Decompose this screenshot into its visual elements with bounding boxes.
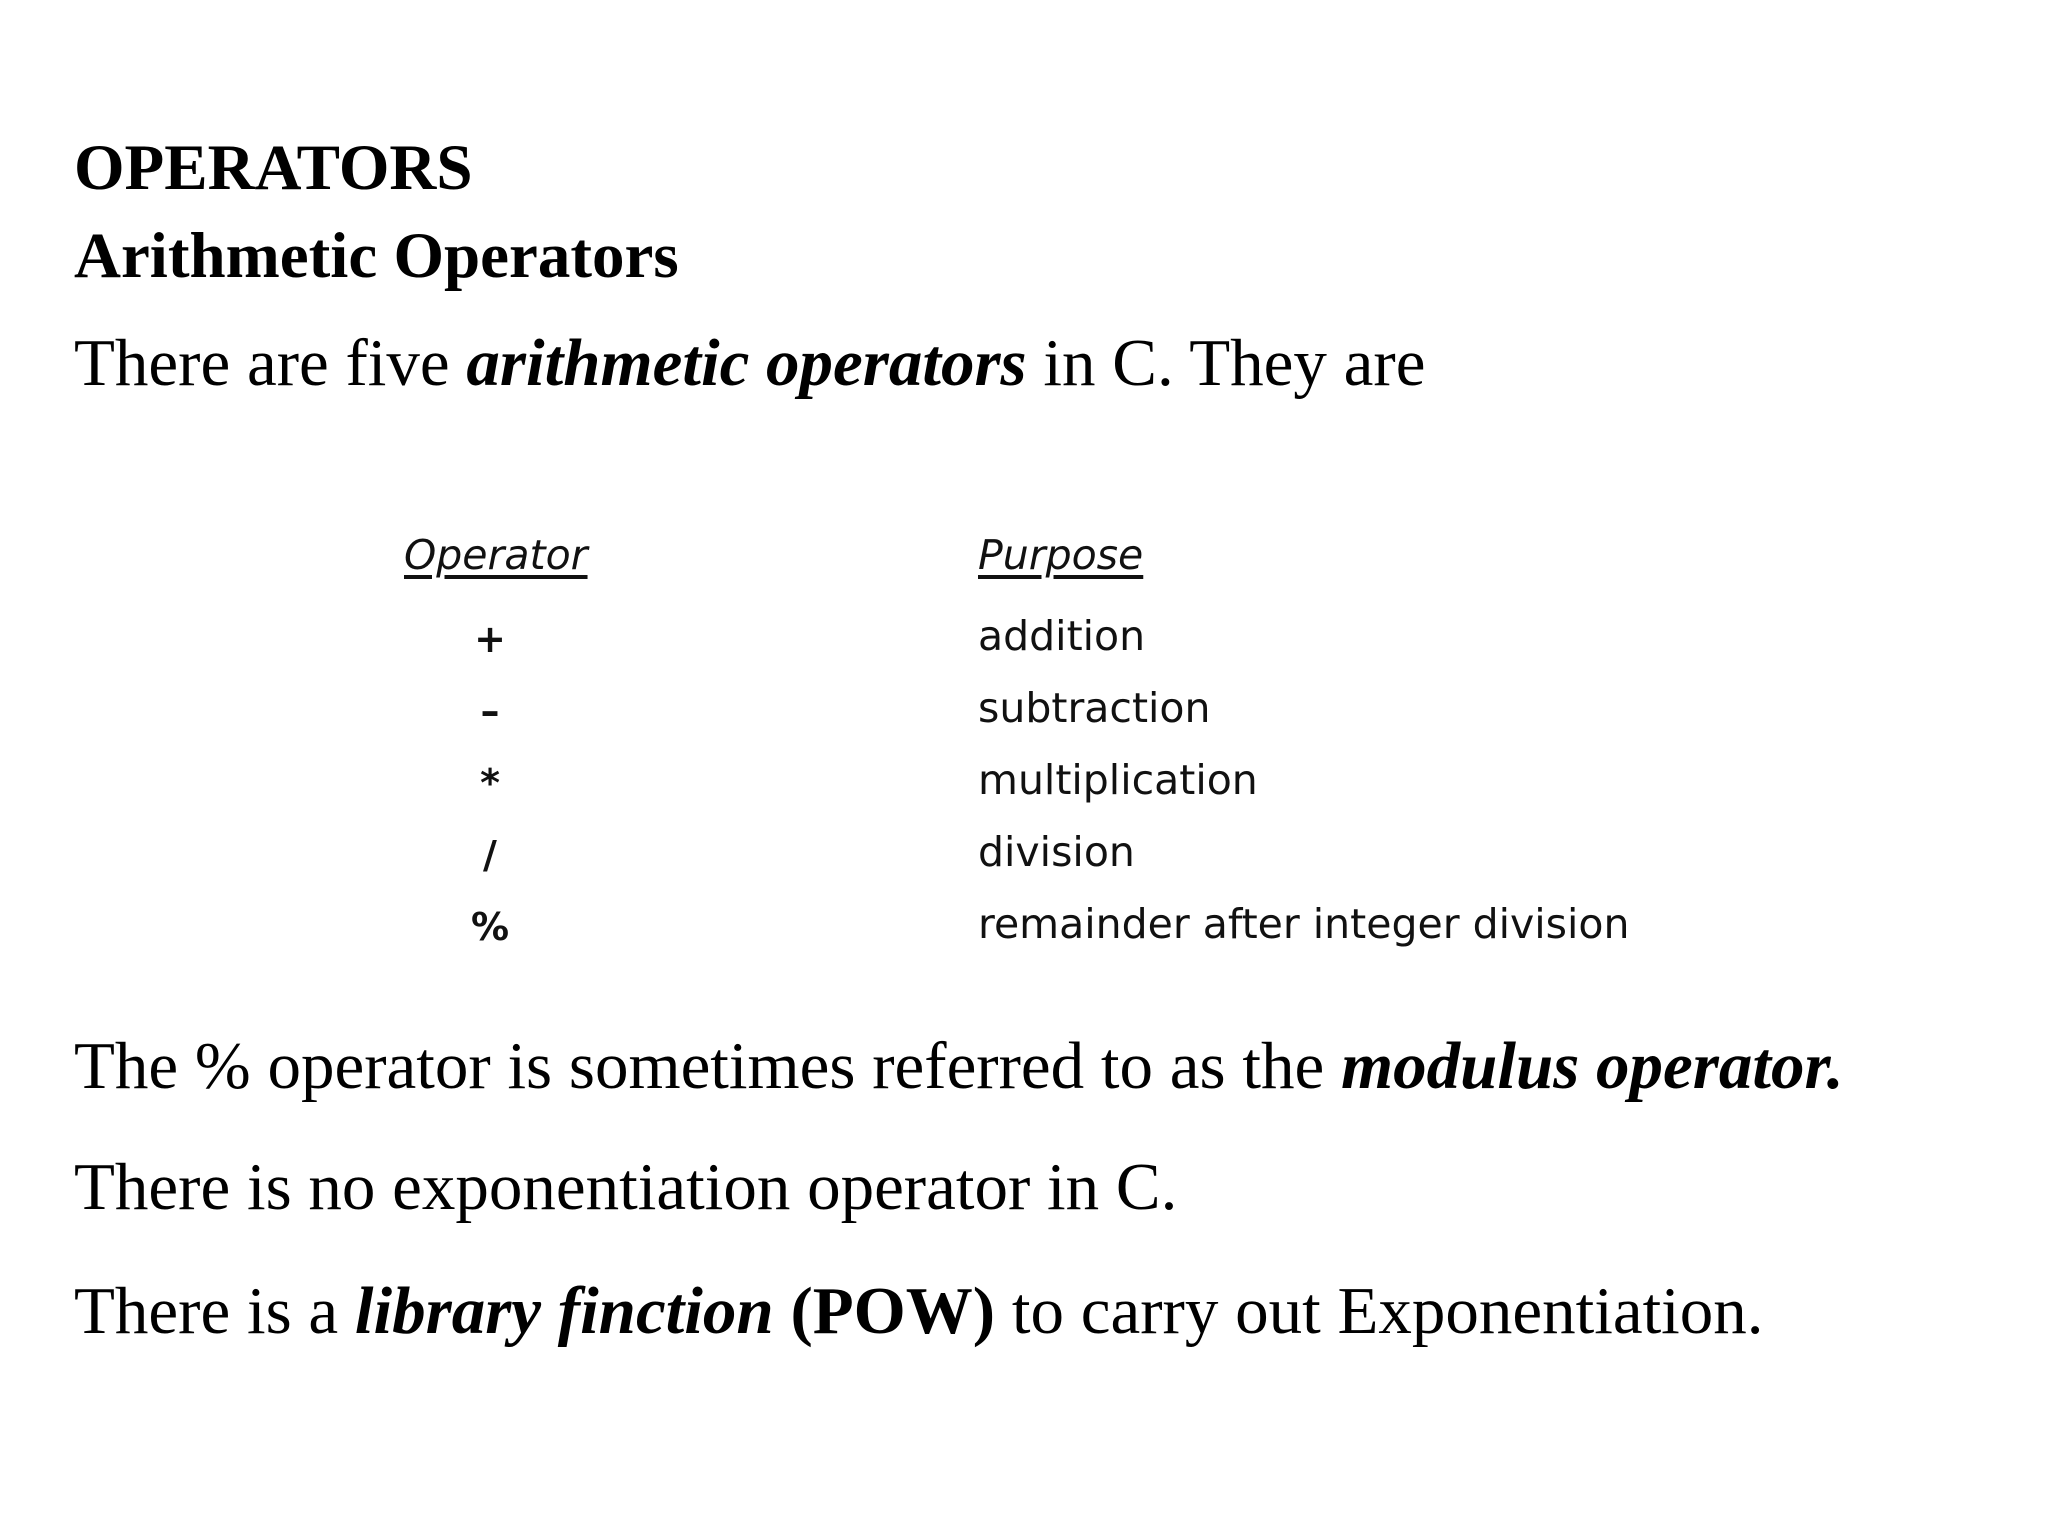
intro-text-after: in C. They are [1026, 326, 1426, 400]
operator-symbol: / [483, 833, 497, 877]
table-row [0, 900, 2048, 960]
operator-symbol: – [480, 689, 500, 733]
section-heading: Arithmetic Operators [74, 220, 679, 292]
modulus-paragraph [74, 1029, 1844, 1103]
operator-column-header: Operator [404, 531, 588, 579]
operator-symbol: + [474, 617, 506, 661]
operator-purpose: division [978, 828, 1135, 876]
table-row [0, 828, 2048, 888]
table-row [0, 756, 2048, 816]
table-row [0, 684, 2048, 744]
pow-paragraph [74, 1274, 1764, 1348]
purpose-column-header: Purpose [978, 531, 1144, 579]
modulus-emphasis: modulus operator. [1340, 1029, 1844, 1103]
operator-symbol: * [480, 761, 500, 805]
intro-emphasis: arithmetic operators [466, 326, 1027, 400]
operator-purpose: multiplication [978, 756, 1258, 804]
page-title: OPERATORS [74, 132, 473, 204]
intro-text-before: There are five [74, 326, 467, 400]
operator-symbol: % [470, 905, 510, 949]
pow-emphasis: library finction [354, 1274, 774, 1348]
table-row [0, 612, 2048, 672]
operator-purpose: addition [978, 612, 1146, 660]
modulus-text-before: The % operator is sometimes referred to as the [74, 1029, 1341, 1103]
pow-text-before: There is a [74, 1274, 355, 1348]
pow-bold: (POW) [773, 1274, 996, 1348]
operator-purpose: remainder after integer division [978, 900, 1630, 948]
operator-purpose: subtraction [978, 684, 1211, 732]
pow-text-after: to carry out Exponentiation. [995, 1274, 1764, 1348]
no-exponent-paragraph: There is no exponentiation operator in C. [74, 1150, 1178, 1224]
